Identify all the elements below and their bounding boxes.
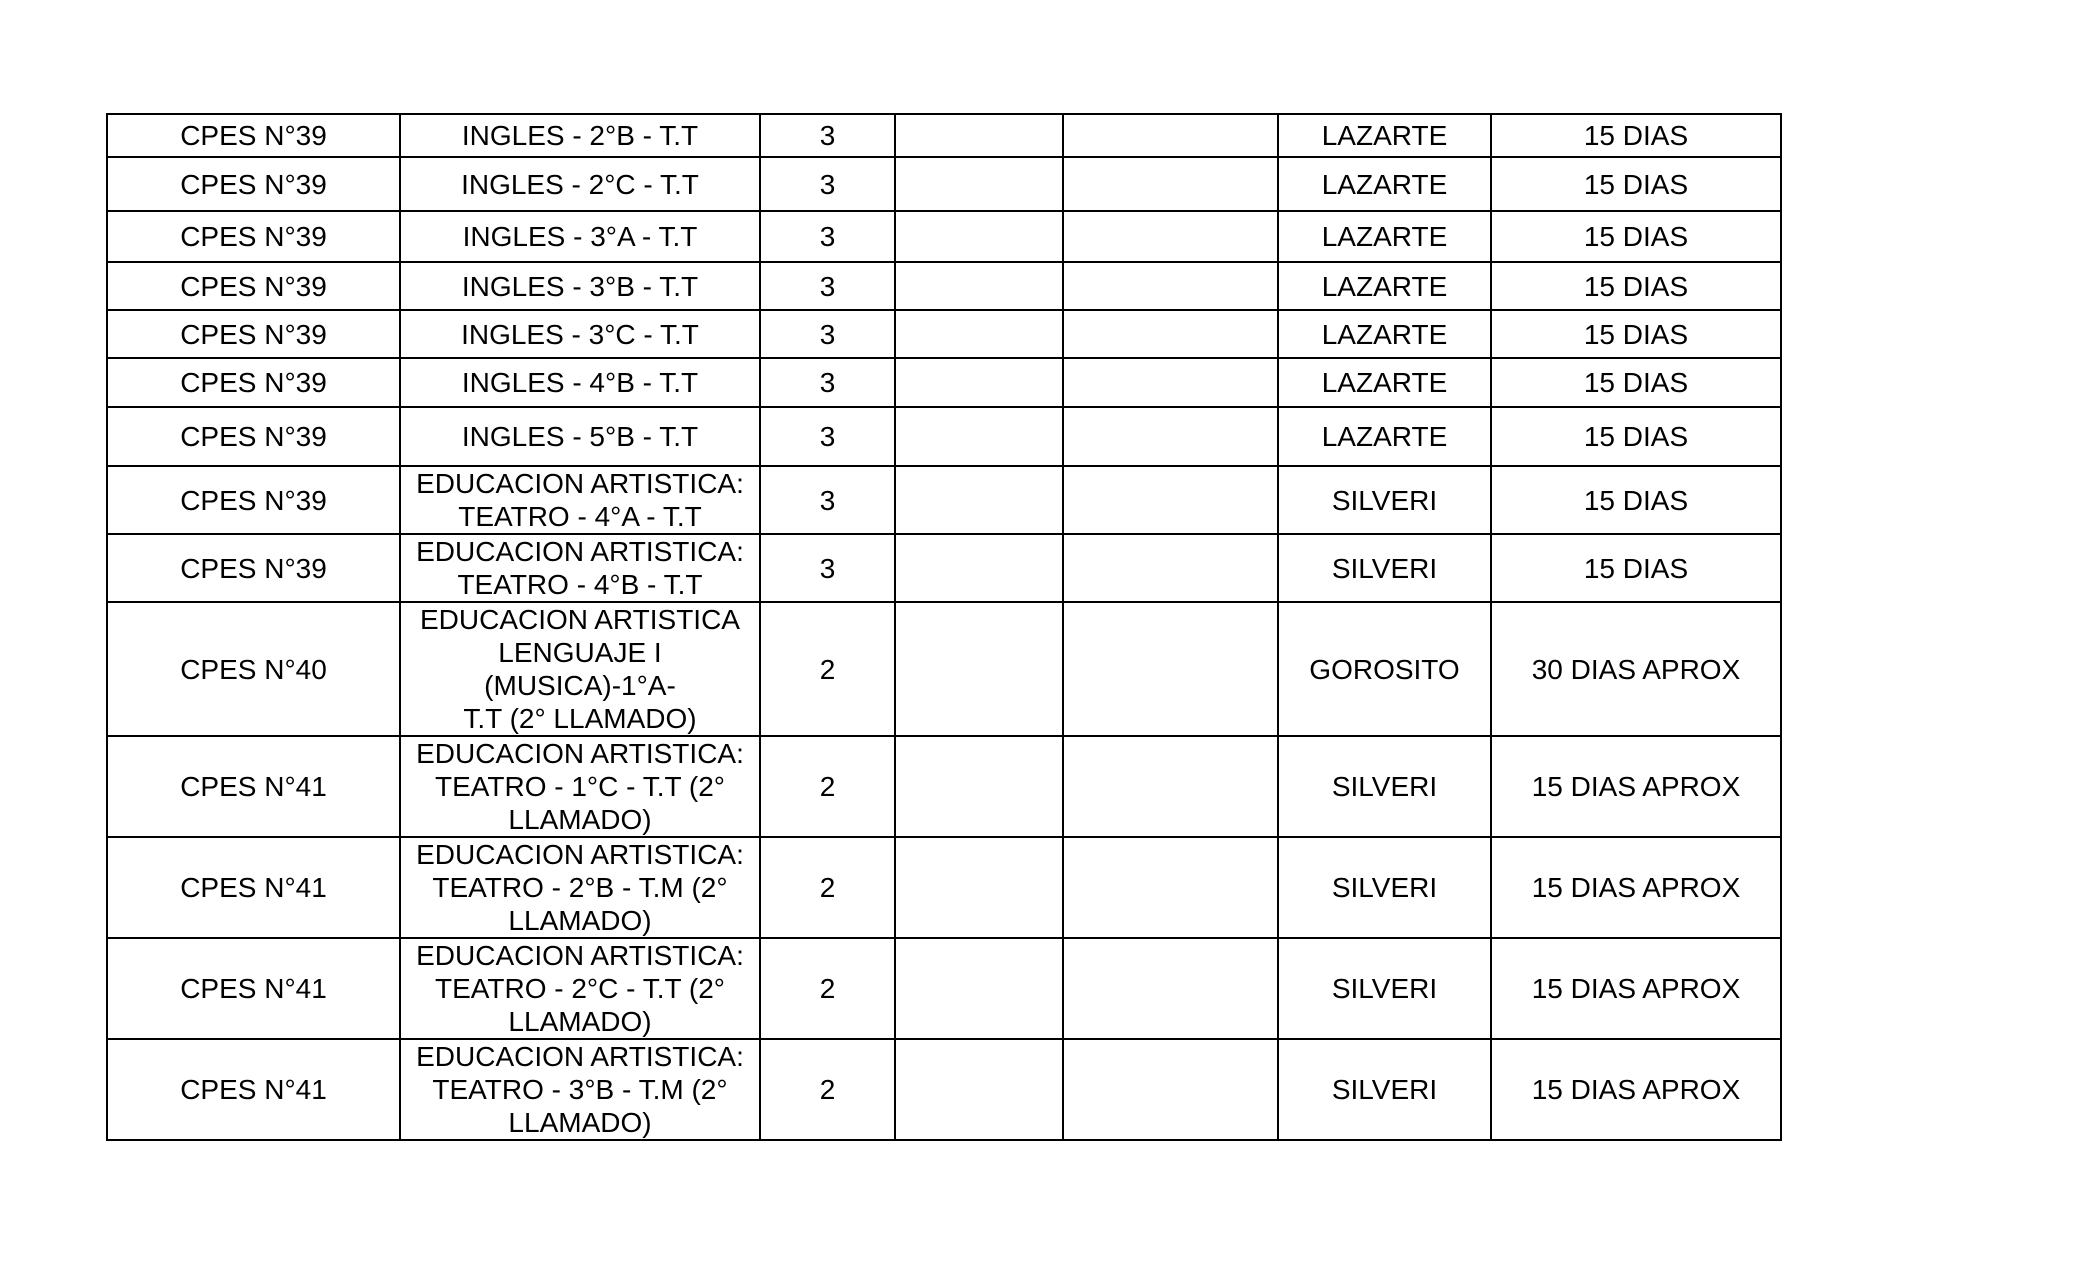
teacher-cell: SILVERI (1278, 466, 1491, 534)
duration-cell: 15 DIAS APROX (1491, 736, 1781, 837)
teacher-cell: LAZARTE (1278, 211, 1491, 262)
blank-cell (895, 358, 1063, 407)
blank-cell (895, 534, 1063, 602)
school-cell: CPES N°39 (107, 534, 400, 602)
school-cell: CPES N°39 (107, 358, 400, 407)
hours-cell: 2 (760, 602, 895, 736)
duration-cell: 15 DIAS (1491, 211, 1781, 262)
duration-cell: 15 DIAS (1491, 407, 1781, 466)
subject-cell: EDUCACION ARTISTICA: TEATRO - 2°B - T.M (2° LLAMADO) (400, 837, 760, 938)
subject-cell: EDUCACION ARTISTICA: TEATRO - 1°C - T.T (2° LLAMADO) (400, 736, 760, 837)
teacher-cell: GOROSITO (1278, 602, 1491, 736)
teacher-cell: SILVERI (1278, 837, 1491, 938)
duration-cell: 15 DIAS (1491, 157, 1781, 211)
hours-cell: 3 (760, 466, 895, 534)
table-row (107, 602, 1781, 736)
table-row (107, 157, 1781, 211)
hours-cell: 3 (760, 211, 895, 262)
table-row (107, 1039, 1781, 1140)
hours-cell: 3 (760, 534, 895, 602)
teacher-cell: SILVERI (1278, 736, 1491, 837)
school-cell: CPES N°41 (107, 736, 400, 837)
hours-cell: 3 (760, 262, 895, 310)
subject-cell: INGLES - 5°B - T.T (400, 407, 760, 466)
blank-cell (1063, 602, 1278, 736)
teacher-cell: LAZARTE (1278, 407, 1491, 466)
duration-cell: 15 DIAS APROX (1491, 837, 1781, 938)
duration-cell: 15 DIAS (1491, 262, 1781, 310)
vacancy-table (106, 113, 1782, 1141)
school-cell: CPES N°39 (107, 157, 400, 211)
school-cell: CPES N°41 (107, 1039, 400, 1140)
school-cell: CPES N°41 (107, 837, 400, 938)
blank-cell (895, 736, 1063, 837)
duration-cell: 15 DIAS (1491, 534, 1781, 602)
subject-cell: INGLES - 4°B - T.T (400, 358, 760, 407)
blank-cell (895, 837, 1063, 938)
blank-cell (1063, 157, 1278, 211)
hours-cell: 3 (760, 157, 895, 211)
subject-cell: EDUCACION ARTISTICA: TEATRO - 2°C - T.T (2° LLAMADO) (400, 938, 760, 1039)
table-row (107, 938, 1781, 1039)
school-cell: CPES N°40 (107, 602, 400, 736)
school-cell: CPES N°41 (107, 938, 400, 1039)
teacher-cell: SILVERI (1278, 534, 1491, 602)
blank-cell (1063, 310, 1278, 358)
subject-cell: INGLES - 2°B - T.T (400, 114, 760, 157)
hours-cell: 3 (760, 310, 895, 358)
blank-cell (1063, 114, 1278, 157)
table-row (107, 837, 1781, 938)
school-cell: CPES N°39 (107, 114, 400, 157)
teacher-cell: LAZARTE (1278, 262, 1491, 310)
teacher-cell: LAZARTE (1278, 358, 1491, 407)
school-cell: CPES N°39 (107, 466, 400, 534)
table-row (107, 358, 1781, 407)
blank-cell (1063, 466, 1278, 534)
blank-cell (895, 211, 1063, 262)
duration-cell: 15 DIAS APROX (1491, 938, 1781, 1039)
subject-cell: INGLES - 2°C - T.T (400, 157, 760, 211)
teacher-cell: SILVERI (1278, 938, 1491, 1039)
table-row (107, 114, 1781, 157)
school-cell: CPES N°39 (107, 262, 400, 310)
table-row (107, 466, 1781, 534)
school-cell: CPES N°39 (107, 407, 400, 466)
table-row (107, 310, 1781, 358)
table-row (107, 736, 1781, 837)
teacher-cell: LAZARTE (1278, 310, 1491, 358)
blank-cell (895, 938, 1063, 1039)
blank-cell (1063, 534, 1278, 602)
blank-cell (895, 602, 1063, 736)
duration-cell: 15 DIAS (1491, 358, 1781, 407)
teacher-cell: LAZARTE (1278, 157, 1491, 211)
blank-cell (1063, 262, 1278, 310)
duration-cell: 15 DIAS (1491, 114, 1781, 157)
hours-cell: 3 (760, 407, 895, 466)
blank-cell (1063, 837, 1278, 938)
blank-cell (1063, 736, 1278, 837)
hours-cell: 2 (760, 837, 895, 938)
table-row (107, 211, 1781, 262)
subject-cell: INGLES - 3°A - T.T (400, 211, 760, 262)
table-row (107, 407, 1781, 466)
duration-cell: 30 DIAS APROX (1491, 602, 1781, 736)
blank-cell (1063, 407, 1278, 466)
blank-cell (1063, 1039, 1278, 1140)
hours-cell: 2 (760, 736, 895, 837)
subject-cell: EDUCACION ARTISTICA: TEATRO - 3°B - T.M (2° LLAMADO) (400, 1039, 760, 1140)
school-cell: CPES N°39 (107, 211, 400, 262)
duration-cell: 15 DIAS (1491, 466, 1781, 534)
hours-cell: 2 (760, 938, 895, 1039)
hours-cell: 3 (760, 358, 895, 407)
subject-cell: INGLES - 3°C - T.T (400, 310, 760, 358)
table-body (107, 114, 1781, 1140)
subject-cell: EDUCACION ARTISTICA LENGUAJE I (MUSICA)-1°A- T.T (2° LLAMADO) (400, 602, 760, 736)
table-row (107, 534, 1781, 602)
subject-cell: EDUCACION ARTISTICA: TEATRO - 4°B - T.T (400, 534, 760, 602)
duration-cell: 15 DIAS APROX (1491, 1039, 1781, 1140)
blank-cell (895, 407, 1063, 466)
hours-cell: 2 (760, 1039, 895, 1140)
blank-cell (1063, 358, 1278, 407)
hours-cell: 3 (760, 114, 895, 157)
subject-cell: EDUCACION ARTISTICA: TEATRO - 4°A - T.T (400, 466, 760, 534)
school-cell: CPES N°39 (107, 310, 400, 358)
blank-cell (1063, 938, 1278, 1039)
teacher-cell: SILVERI (1278, 1039, 1491, 1140)
duration-cell: 15 DIAS (1491, 310, 1781, 358)
blank-cell (895, 466, 1063, 534)
blank-cell (895, 310, 1063, 358)
subject-cell: INGLES - 3°B - T.T (400, 262, 760, 310)
teacher-cell: LAZARTE (1278, 114, 1491, 157)
blank-cell (895, 157, 1063, 211)
blank-cell (895, 1039, 1063, 1140)
blank-cell (1063, 211, 1278, 262)
blank-cell (895, 262, 1063, 310)
table-row (107, 262, 1781, 310)
blank-cell (895, 114, 1063, 157)
